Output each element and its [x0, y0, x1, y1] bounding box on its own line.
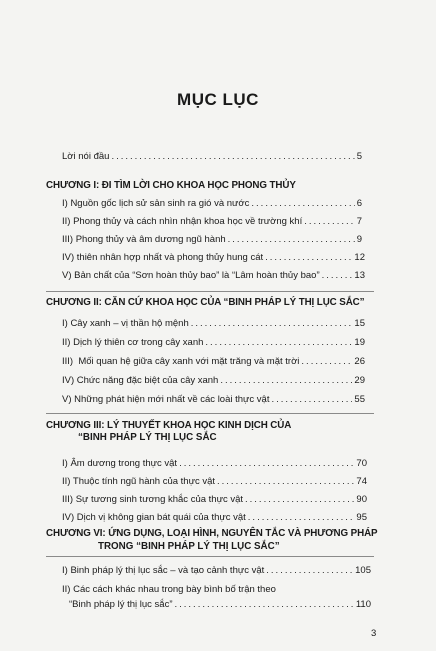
toc-entry-text: III) Sự tương sinh tương khắc của thực vật	[62, 494, 244, 505]
toc-entry-text: IV) thiên nhân hợp nhất và phong thủy hung cát	[62, 252, 264, 263]
toc-entry	[62, 565, 371, 577]
chapter-heading-cont: “BINH PHÁP LÝ THỊ LỤC SẮC	[78, 432, 217, 443]
leader-dots	[301, 356, 352, 368]
toc-entry	[62, 252, 365, 264]
toc-entry	[62, 198, 362, 210]
toc-entry	[62, 476, 367, 488]
leader-dots	[228, 234, 355, 246]
toc-entry-text: III) Mối quan hệ giữa cây xanh với mặt trăng và mặt trời	[62, 356, 300, 367]
leader-dots	[304, 216, 354, 228]
toc-entry-text: V) Những phát hiện mới nhất về các loài thực vật	[62, 394, 270, 405]
toc-entry-text-line1: II) Các cách khác nhau trong bày bình bố trận theo	[62, 584, 276, 595]
toc-entry-text: Lời nói đầu	[62, 151, 110, 162]
toc-entry	[62, 216, 362, 228]
page-title: MỤC LỤC	[177, 90, 259, 109]
toc-entry	[62, 356, 365, 368]
leader-dots	[179, 458, 354, 470]
toc-entry	[62, 234, 362, 246]
toc-entry	[69, 599, 371, 611]
toc-entry	[62, 318, 365, 330]
toc-entry-text: I) Âm dương trong thực vật	[62, 458, 178, 469]
leader-dots	[220, 375, 352, 387]
toc-entry	[62, 375, 365, 387]
leader-dots	[217, 476, 354, 488]
toc-entry-page: 19	[354, 337, 365, 348]
leader-dots	[322, 270, 353, 282]
chapter-heading: CHƯƠNG III: LÝ THUYẾT KHOA HỌC KINH DỊCH CỦA	[46, 420, 292, 431]
toc-entry-page: 70	[356, 458, 367, 469]
toc-entry-page: 7	[356, 216, 362, 227]
toc-entry-text: I) Cây xanh – vị thần hộ mệnh	[62, 318, 189, 329]
toc-entry	[62, 151, 362, 163]
toc-entry-page: 55	[354, 394, 365, 405]
leader-dots	[111, 151, 354, 163]
toc-entry-text: V) Bản chất của “Sơn hoàn thủy bao” là “Lâm hoàn thủy bao”	[62, 270, 320, 281]
toc-entry-text: “Binh pháp lý thị lục sắc”	[69, 599, 173, 610]
toc-entry-page: 26	[354, 356, 365, 367]
toc-entry	[62, 512, 367, 524]
toc-entry	[62, 458, 367, 470]
toc-entry-page: 74	[356, 476, 367, 487]
toc-entry-page: 12	[354, 252, 365, 263]
toc-entry-text: IV) Dịch vị không gian bát quái của thực vật	[62, 512, 246, 523]
toc-entry	[62, 394, 365, 406]
toc-entry-page: 15	[354, 318, 365, 329]
toc-entry-text: I) Nguồn gốc lịch sử sản sinh ra gió và nước	[62, 198, 250, 209]
toc-entry-page: 13	[354, 270, 365, 281]
page-number: 3	[371, 628, 377, 639]
toc-entry-text: IV) Chức năng đặc biệt của cây xanh	[62, 375, 219, 386]
toc-entry-page: 90	[356, 494, 367, 505]
section-divider	[46, 556, 374, 557]
toc-entry-text: I) Binh pháp lý thị lục sắc – và tạo cảnh thực vật	[62, 565, 265, 576]
leader-dots	[265, 252, 352, 264]
leader-dots	[205, 337, 352, 349]
section-divider	[46, 291, 374, 292]
leader-dots	[248, 512, 355, 524]
chapter-heading-cont: TRONG “BINH PHÁP LÝ THỊ LỤC SẮC”	[98, 541, 280, 552]
leader-dots	[266, 565, 353, 577]
toc-entry-page: 95	[356, 512, 367, 523]
section-divider	[46, 413, 374, 414]
toc-entry-page: 105	[355, 565, 371, 576]
toc-entry-text: II) Thuộc tính ngũ hành của thực vật	[62, 476, 216, 487]
leader-dots	[191, 318, 353, 330]
toc-entry-text: III) Phong thủy và âm dương ngũ hành	[62, 234, 226, 245]
toc-entry-page: 110	[355, 599, 371, 610]
chapter-heading: CHƯƠNG I: ĐI TÌM LỜI CHO KHOA HỌC PHONG THỦY	[46, 180, 296, 191]
toc-entry	[62, 494, 367, 506]
toc-entry-page: 29	[354, 375, 365, 386]
leader-dots	[271, 394, 352, 406]
toc-entry-page: 6	[356, 198, 362, 209]
chapter-heading: CHƯƠNG VI: ỨNG DỤNG, LOẠI HÌNH, NGUYÊN TẮC VÀ PHƯƠNG PHÁP	[46, 528, 378, 539]
toc-entry	[62, 337, 365, 349]
toc-entry-text: II) Phong thủy và cách nhìn nhận khoa học về trường khí	[62, 216, 303, 227]
leader-dots	[245, 494, 354, 506]
toc-entry-text: II) Dịch lý thiên cơ trong cây xanh	[62, 337, 204, 348]
chapter-heading: CHƯƠNG II: CĂN CỨ KHOA HỌC CỦA “BINH PHÁP LÝ THỊ LỤC SẮC”	[46, 297, 365, 308]
toc-entry-page: 9	[356, 234, 362, 245]
leader-dots	[175, 599, 354, 611]
leader-dots	[251, 198, 354, 210]
toc-entry	[62, 270, 365, 282]
toc-entry-page: 5	[356, 151, 362, 162]
